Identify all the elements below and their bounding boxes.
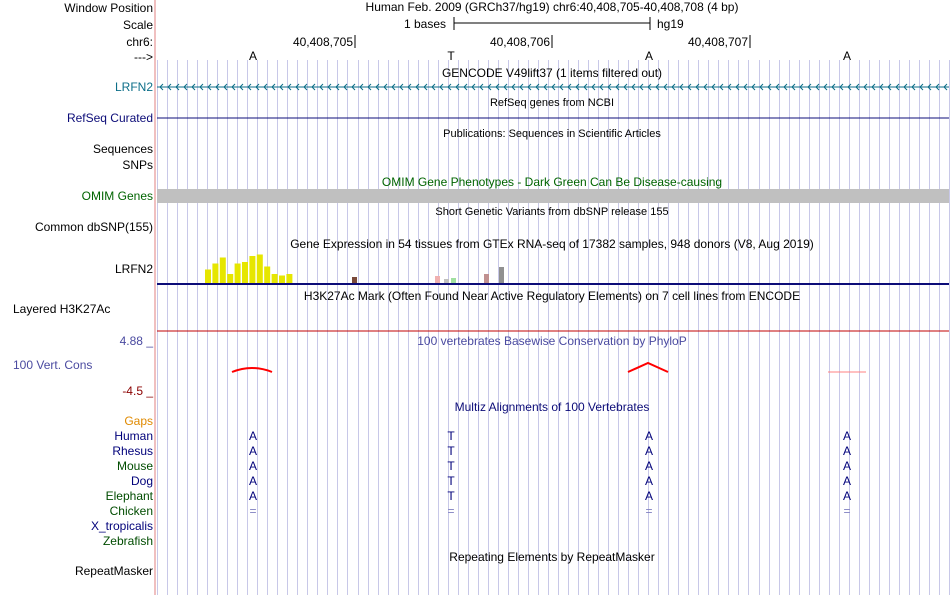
species-label-mouse[interactable]: Mouse — [116, 459, 153, 473]
gtex-track-label[interactable]: LRFN2 — [114, 262, 153, 276]
multiz-title: Multiz Alignments of 100 Vertebrates — [454, 400, 650, 414]
gtex-bar[interactable] — [212, 264, 218, 284]
alignment-base: T — [447, 459, 455, 473]
alignment-base: A — [842, 489, 852, 503]
alignment-base: A — [644, 489, 654, 503]
alignment-base: T — [447, 429, 455, 443]
alignment-base: = — [249, 504, 257, 518]
dbsnp-track-label[interactable]: Common dbSNP(155) — [34, 220, 153, 234]
sequences-track-label[interactable]: Sequences — [92, 142, 153, 156]
base-grid — [158, 60, 950, 595]
coordinate-3: 40,408,707 — [687, 35, 748, 49]
gencode-title: GENCODE V49lift37 (1 items filtered out) — [441, 66, 663, 80]
alignment-base: A — [644, 444, 654, 458]
alignment-base: A — [842, 474, 852, 488]
gtex-bars[interactable] — [205, 255, 292, 284]
alignment-base: T — [447, 444, 455, 458]
species-label-x_tropicalis[interactable]: X_tropicalis — [90, 519, 153, 533]
alignment-base: A — [842, 444, 852, 458]
alignment-base: A — [842, 459, 852, 473]
h3k27ac-track-label[interactable]: Layered H3K27Ac — [13, 302, 111, 316]
coordinate-1: 40,408,705 — [292, 35, 353, 49]
h3k27ac-title: H3K27Ac Mark (Often Found Near Active Regulatory Elements) on 7 cell lines from ENCODE — [303, 289, 801, 303]
gtex-bar[interactable] — [286, 274, 292, 283]
alignment-base: = — [843, 504, 851, 518]
repeatmasker-title: Repeating Elements by RepeatMasker — [449, 550, 655, 564]
alignment-base: A — [248, 459, 258, 473]
alignment-base: A — [248, 444, 258, 458]
base-4: A — [842, 49, 852, 63]
gtex-bar[interactable] — [272, 274, 278, 283]
coordinate-2: 40,408,706 — [489, 35, 550, 49]
alignment-base: = — [447, 504, 455, 518]
species-label-dog[interactable]: Dog — [130, 474, 153, 488]
species-label-human[interactable]: Human — [114, 429, 153, 443]
species-label-chicken[interactable]: Chicken — [109, 504, 153, 518]
gtex-bar[interactable] — [220, 258, 226, 284]
phylop-track-label[interactable]: 100 Vert. Cons — [13, 358, 93, 372]
gtex-bar[interactable] — [205, 270, 211, 284]
phylop-title: 100 vertebrates Basewise Conservation by PhyloP — [417, 334, 687, 348]
gencode-track-label[interactable]: LRFN2 — [114, 80, 153, 94]
scale-label: Scale — [122, 18, 153, 32]
omim-title: OMIM Gene Phenotypes - Dark Green Can Be Disease-causing — [381, 175, 723, 189]
base-1: A — [248, 49, 258, 63]
snps-track-label[interactable]: SNPs — [122, 158, 153, 172]
assembly-position[interactable]: Human Feb. 2009 (GRCh37/hg19) chr6:40,408,705-40,408,708 (4 bp) — [365, 0, 739, 14]
gtex-title: Gene Expression in 54 tissues from GTEx RNA-seq of 17382 samples, 948 donors (V8, Aug 2019) — [290, 237, 814, 251]
alignment-base: T — [447, 489, 455, 503]
omim-track-label[interactable]: OMIM Genes — [81, 189, 153, 203]
gtex-bar[interactable] — [257, 255, 263, 284]
alignment-base: = — [645, 504, 653, 518]
omim-gene-feature[interactable] — [157, 189, 949, 203]
phylop-max: 4.88 _ — [119, 334, 153, 348]
alignment-base: T — [447, 474, 455, 488]
gtex-bar[interactable] — [264, 267, 270, 284]
gaps-label[interactable]: Gaps — [124, 414, 153, 428]
species-label-rhesus[interactable]: Rhesus — [112, 444, 153, 458]
gencode-gene-feature[interactable] — [157, 84, 949, 90]
gtex-bar[interactable] — [235, 264, 241, 284]
alignment-base: A — [644, 474, 654, 488]
scale-value: 1 bases — [404, 17, 447, 31]
phylop-min: -4.5 _ — [122, 384, 153, 398]
species-label-zebrafish[interactable]: Zebrafish — [102, 534, 153, 548]
base-3: A — [644, 49, 654, 63]
gtex-bar[interactable] — [249, 256, 255, 283]
scale-bar — [454, 17, 650, 30]
scale-assembly: hg19 — [657, 17, 684, 31]
window-position-label: Window Position — [64, 1, 153, 15]
gtex-bar[interactable] — [279, 276, 285, 284]
alignment-base: A — [644, 459, 654, 473]
gtex-bar[interactable] — [242, 262, 248, 283]
gtex-bar[interactable] — [227, 274, 233, 283]
refseq-track-label[interactable]: RefSeq Curated — [66, 111, 153, 125]
strand-label: ---> — [134, 50, 153, 64]
species-label-elephant[interactable]: Elephant — [105, 489, 153, 503]
alignment-base: A — [248, 489, 258, 503]
alignment-base: A — [842, 429, 852, 443]
base-2: T — [447, 49, 455, 63]
publications-title: Publications: Sequences in Scientific Articles — [443, 128, 661, 140]
chromosome-label: chr6: — [126, 35, 153, 49]
alignment-base: A — [248, 429, 258, 443]
dbsnp-title: Short Genetic Variants from dbSNP release 155 — [435, 206, 669, 218]
refseq-title: RefSeq genes from NCBI — [489, 97, 615, 109]
alignment-base: A — [248, 474, 258, 488]
repeatmasker-track-label[interactable]: RepeatMasker — [74, 564, 153, 578]
alignment-base: A — [644, 429, 654, 443]
